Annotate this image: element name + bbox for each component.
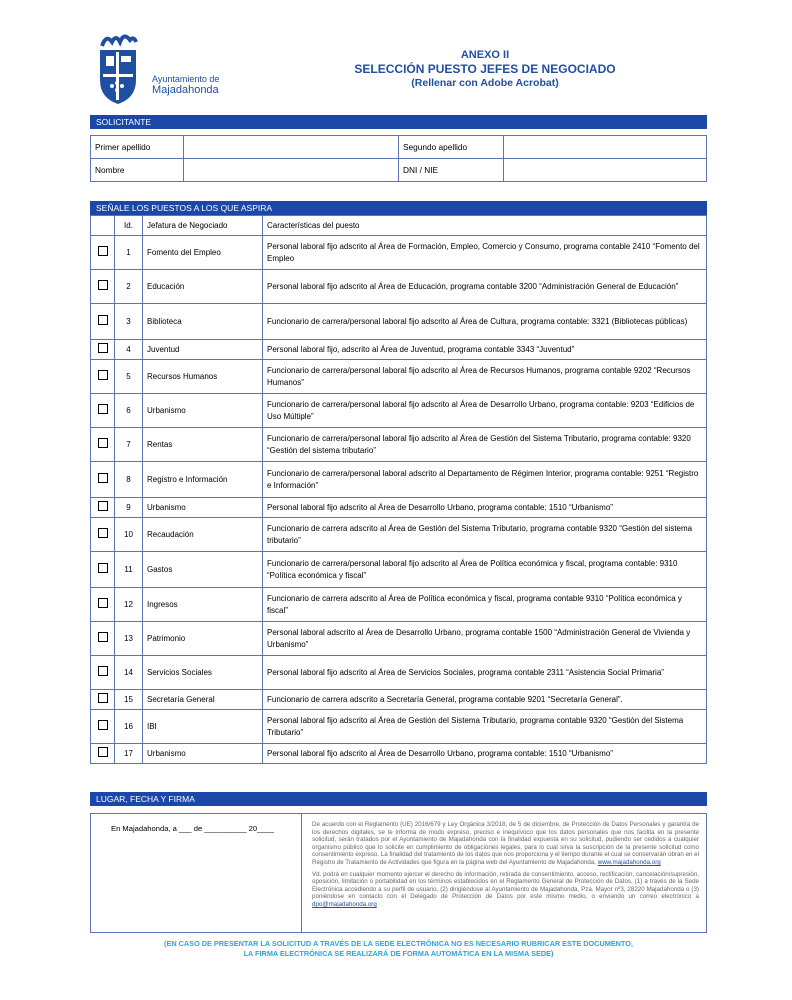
page-subtitle: (Rellenar con Adobe Acrobat) <box>411 77 559 89</box>
row-jefatura: Registro e Información <box>143 462 263 498</box>
row-check-cell <box>91 304 115 340</box>
segundo-apellido-field[interactable] <box>504 136 707 159</box>
row-check-cell <box>91 552 115 588</box>
row-check-cell <box>91 270 115 304</box>
row-check-cell <box>91 394 115 428</box>
table-row <box>91 518 707 552</box>
row-check-cell <box>91 710 115 744</box>
table-row <box>91 394 707 428</box>
puesto-checkbox[interactable] <box>98 693 108 703</box>
row-caracteristicas: Funcionario de carrera/personal laboral fijo adscrito al Área de Cultura, programa contable: 3321 (Bibliotecas públicas) <box>263 304 707 340</box>
row-id: 3 <box>115 304 143 340</box>
table-row <box>91 690 707 710</box>
dni-field[interactable] <box>504 159 707 182</box>
row-id: 1 <box>115 236 143 270</box>
row-jefatura: Juventud <box>143 340 263 360</box>
row-jefatura: Patrimonio <box>143 622 263 656</box>
row-caracteristicas: Funcionario de carrera/personal laboral adscrito al Departamento de Régimen Interior, programa contable: 9251 “Registro e Información” <box>263 462 707 498</box>
dni-label: DNI / NIE <box>399 159 504 182</box>
legal-paragraph-1: De acuerdo con el Reglamento (UE) 2016/679 y Ley Orgánica 3/2018, de 5 de diciembre, de Protección de Datos Personales y garantía de los derechos digitales, se le informa de modo expreso, preciso e inequívoco que los datos personales que nos facilita en la presente solicitud, serán tratados por el Ayuntamiento de Majadahonda con la finalidad expuesta en su solicitud, pudiendo ser cedidos a cualquier organismo público que lo solicite en cumplimiento de obligaciones legales, para lo cual sirva la suscripción de la presente solicitud como consentimiento expreso. La finalidad del tratamiento de los datos que nos proporciona y el tiempo durante el cual se conservarán obran en el Registro de Tratamiento de Actividades que figura en la página web del Ayuntamiento de Majadahonda, <box>312 821 699 866</box>
row-id: 16 <box>115 710 143 744</box>
data-protection-notice <box>312 821 699 913</box>
row-caracteristicas: Personal laboral fijo adscrito al Área de Desarrollo Urbano, programa contable: 1510 “Urbanismo” <box>263 498 707 518</box>
puesto-checkbox[interactable] <box>98 528 108 538</box>
nombre-label: Nombre <box>91 159 184 182</box>
row-jefatura: Rentas <box>143 428 263 462</box>
row-caracteristicas: Personal laboral fijo adscrito al Área de Formación, Empleo, Comercio y Consumo, programa contable 2410 “Fomento del Empleo <box>263 236 707 270</box>
row-jefatura: Urbanismo <box>143 394 263 428</box>
puestos-table <box>90 215 707 764</box>
row-check-cell <box>91 428 115 462</box>
puesto-checkbox[interactable] <box>98 315 108 325</box>
row-id: 10 <box>115 518 143 552</box>
page-title: SELECCIÓN PUESTO JEFES DE NEGOCIADO <box>354 62 616 76</box>
majadahonda-coat-of-arms-logo <box>98 30 138 106</box>
row-id: 13 <box>115 622 143 656</box>
row-caracteristicas: Personal laboral fijo, adscrito al Área de Juventud, programa contable 3343 “Juventud” <box>263 340 707 360</box>
table-row <box>91 552 707 588</box>
row-jefatura: Servicios Sociales <box>143 656 263 690</box>
puesto-checkbox[interactable] <box>98 280 108 290</box>
puesto-checkbox[interactable] <box>98 343 108 353</box>
row-jefatura: Urbanismo <box>143 744 263 764</box>
row-jefatura: Urbanismo <box>143 498 263 518</box>
org-line1: Ayuntamiento de <box>152 74 220 84</box>
table-row <box>91 622 707 656</box>
primer-apellido-field[interactable] <box>184 136 399 159</box>
row-jefatura: Recursos Humanos <box>143 360 263 394</box>
legal-paragraph-2: Vd. podrá en cualquier momento ejercer el derecho de información, retirada de consentimiento, acceso, rectificación, cancelación/supresión, oposición, limitación o portabilidad en los términos establecidos en el Reglamento General de Protección de Datos, (1) a través de la Sede Electrónica accediendo a su perfil de usuario, (2) dirigiéndose al Ayuntamiento de Majadahonda, Pza. Mayor nº3, 28220 Majadahonda o (3) poniéndose en contacto con el Delegado de Protección de Datos por este mismo medio, o enviando un correo electrónico a <box>312 870 699 901</box>
row-check-cell <box>91 340 115 360</box>
table-row <box>91 360 707 394</box>
header-id: Id. <box>115 216 143 236</box>
footnote-line1: (EN CASO DE PRESENTAR LA SOLICITUD A TRAVÉS DE LA SEDE ELECTRÓNICA NO ES NECESARIO RUBRICAR ESTE DOCUMENTO, <box>164 939 633 948</box>
row-caracteristicas: Funcionario de carrera/personal laboral fijo adscrito al Área de Política económica y fiscal, programa contable: 9310 “Política económica y fiscal” <box>263 552 707 588</box>
puesto-checkbox[interactable] <box>98 473 108 483</box>
row-id: 4 <box>115 340 143 360</box>
place-date-line: En Majadahonda, a ___ de __________ 20____ <box>111 824 274 833</box>
puesto-checkbox[interactable] <box>98 404 108 414</box>
table-row <box>91 656 707 690</box>
row-jefatura: Recaudación <box>143 518 263 552</box>
row-id: 6 <box>115 394 143 428</box>
row-caracteristicas: Personal laboral fijo adscrito al Área de Desarrollo Urbano, programa contable: 1510 “Urbanismo” <box>263 744 707 764</box>
logo-text <box>152 74 219 97</box>
row-jefatura: Educación <box>143 270 263 304</box>
table-row <box>91 744 707 764</box>
row-check-cell <box>91 462 115 498</box>
row-id: 15 <box>115 690 143 710</box>
electronic-signature-note <box>90 939 707 959</box>
row-check-cell <box>91 498 115 518</box>
segundo-apellido-label: Segundo apellido <box>399 136 504 159</box>
table-row <box>91 340 707 360</box>
row-id: 17 <box>115 744 143 764</box>
row-id: 11 <box>115 552 143 588</box>
primer-apellido-label: Primer apellido <box>91 136 184 159</box>
row-caracteristicas: Personal laboral adscrito al Área de Desarrollo Urbano, programa contable 1500 “Administración General de Vivienda y Urbanismo” <box>263 622 707 656</box>
table-row <box>91 304 707 340</box>
row-check-cell <box>91 690 115 710</box>
dpo-email-link[interactable]: dpo@majadahonda.org <box>312 900 377 908</box>
table-row <box>91 588 707 622</box>
table-row <box>91 498 707 518</box>
table-row <box>91 270 707 304</box>
puesto-checkbox[interactable] <box>98 720 108 730</box>
row-jefatura: Secretaría General <box>143 690 263 710</box>
row-check-cell <box>91 236 115 270</box>
solicitante-section-bar: SOLICITANTE <box>90 115 707 129</box>
row-check-cell <box>91 622 115 656</box>
annex-label: ANEXO II <box>460 49 510 61</box>
table-row <box>91 462 707 498</box>
nombre-field[interactable] <box>184 159 399 182</box>
row-id: 14 <box>115 656 143 690</box>
row-check-cell <box>91 360 115 394</box>
puestos-body <box>91 236 707 764</box>
solicitante-table <box>90 135 707 182</box>
row-check-cell <box>91 744 115 764</box>
row-caracteristicas: Funcionario de carrera/personal laboral fijo adscrito al Área de Gestión del Sistema Tributario, programa contable: 9320 “Gestión del sistema tributario” <box>263 428 707 462</box>
puesto-checkbox[interactable] <box>98 370 108 380</box>
puesto-checkbox[interactable] <box>98 501 108 511</box>
row-caracteristicas: Funcionario de carrera adscrito al Área de Política económica y fiscal, programa contable 9310 “Política económica y fiscal” <box>263 588 707 622</box>
puesto-checkbox[interactable] <box>98 632 108 642</box>
row-caracteristicas: Personal laboral fijo adscrito al Área de Educación, programa contable 3200 “Administración General de Educación” <box>263 270 707 304</box>
row-id: 8 <box>115 462 143 498</box>
row-id: 7 <box>115 428 143 462</box>
row-jefatura: Ingresos <box>143 588 263 622</box>
row-caracteristicas: Funcionario de carrera adscrito a Secretaría General, programa contable 9201 “Secretaría General”. <box>263 690 707 710</box>
row-id: 5 <box>115 360 143 394</box>
row-check-cell <box>91 518 115 552</box>
website-link[interactable]: www.majadahonda.org <box>597 858 661 866</box>
header-caracteristicas: Características del puesto <box>263 216 707 236</box>
row-jefatura: IBI <box>143 710 263 744</box>
row-id: 9 <box>115 498 143 518</box>
row-caracteristicas: Personal laboral fijo adscrito al Área de Servicios Sociales, programa contable 2311 “Asistencia Social Primaria” <box>263 656 707 690</box>
puesto-checkbox[interactable] <box>98 563 108 573</box>
puesto-checkbox[interactable] <box>98 438 108 448</box>
title-block <box>300 49 670 90</box>
puesto-checkbox[interactable] <box>98 598 108 608</box>
footnote-line2: LA FIRMA ELECTRÓNICA SE REALIZARÁ DE FORMA AUTOMÁTICA EN LA MISMA SEDE) <box>243 949 554 958</box>
puestos-section-bar: SEÑALE LOS PUESTOS A LOS QUE ASPIRA <box>90 201 707 215</box>
row-check-cell <box>91 588 115 622</box>
puesto-checkbox[interactable] <box>98 747 108 757</box>
puesto-checkbox[interactable] <box>98 246 108 256</box>
row-jefatura: Biblioteca <box>143 304 263 340</box>
row-id: 2 <box>115 270 143 304</box>
row-jefatura: Fomento del Empleo <box>143 236 263 270</box>
row-caracteristicas: Funcionario de carrera/personal laboral fijo adscrito al Área de Recursos Humanos, programa contable 9202 “Recursos Humanos” <box>263 360 707 394</box>
row-caracteristicas: Funcionario de carrera/personal laboral fijo adscrito al Área de Desarrollo Urbano, programa contable: 9203 “Edificios de Uso Múltiple” <box>263 394 707 428</box>
row-caracteristicas: Funcionario de carrera adscrito al Área de Gestión del Sistema Tributario, programa contable 9320 “Gestión del sistema tributario” <box>263 518 707 552</box>
org-line2: Majadahonda <box>152 84 219 96</box>
table-row <box>91 428 707 462</box>
row-check-cell <box>91 656 115 690</box>
table-row <box>91 236 707 270</box>
table-row <box>91 710 707 744</box>
header-check-cell <box>91 216 115 236</box>
firma-section-bar: LUGAR, FECHA Y FIRMA <box>90 792 707 806</box>
row-id: 12 <box>115 588 143 622</box>
row-caracteristicas: Personal laboral fijo adscrito al Área de Gestión del Sistema Tributario, programa contable 9320 “Gestión del Sistema Tributario” <box>263 710 707 744</box>
header-jefatura: Jefatura de Negociado <box>143 216 263 236</box>
table-header-row <box>91 216 707 236</box>
puesto-checkbox[interactable] <box>98 666 108 676</box>
row-jefatura: Gastos <box>143 552 263 588</box>
